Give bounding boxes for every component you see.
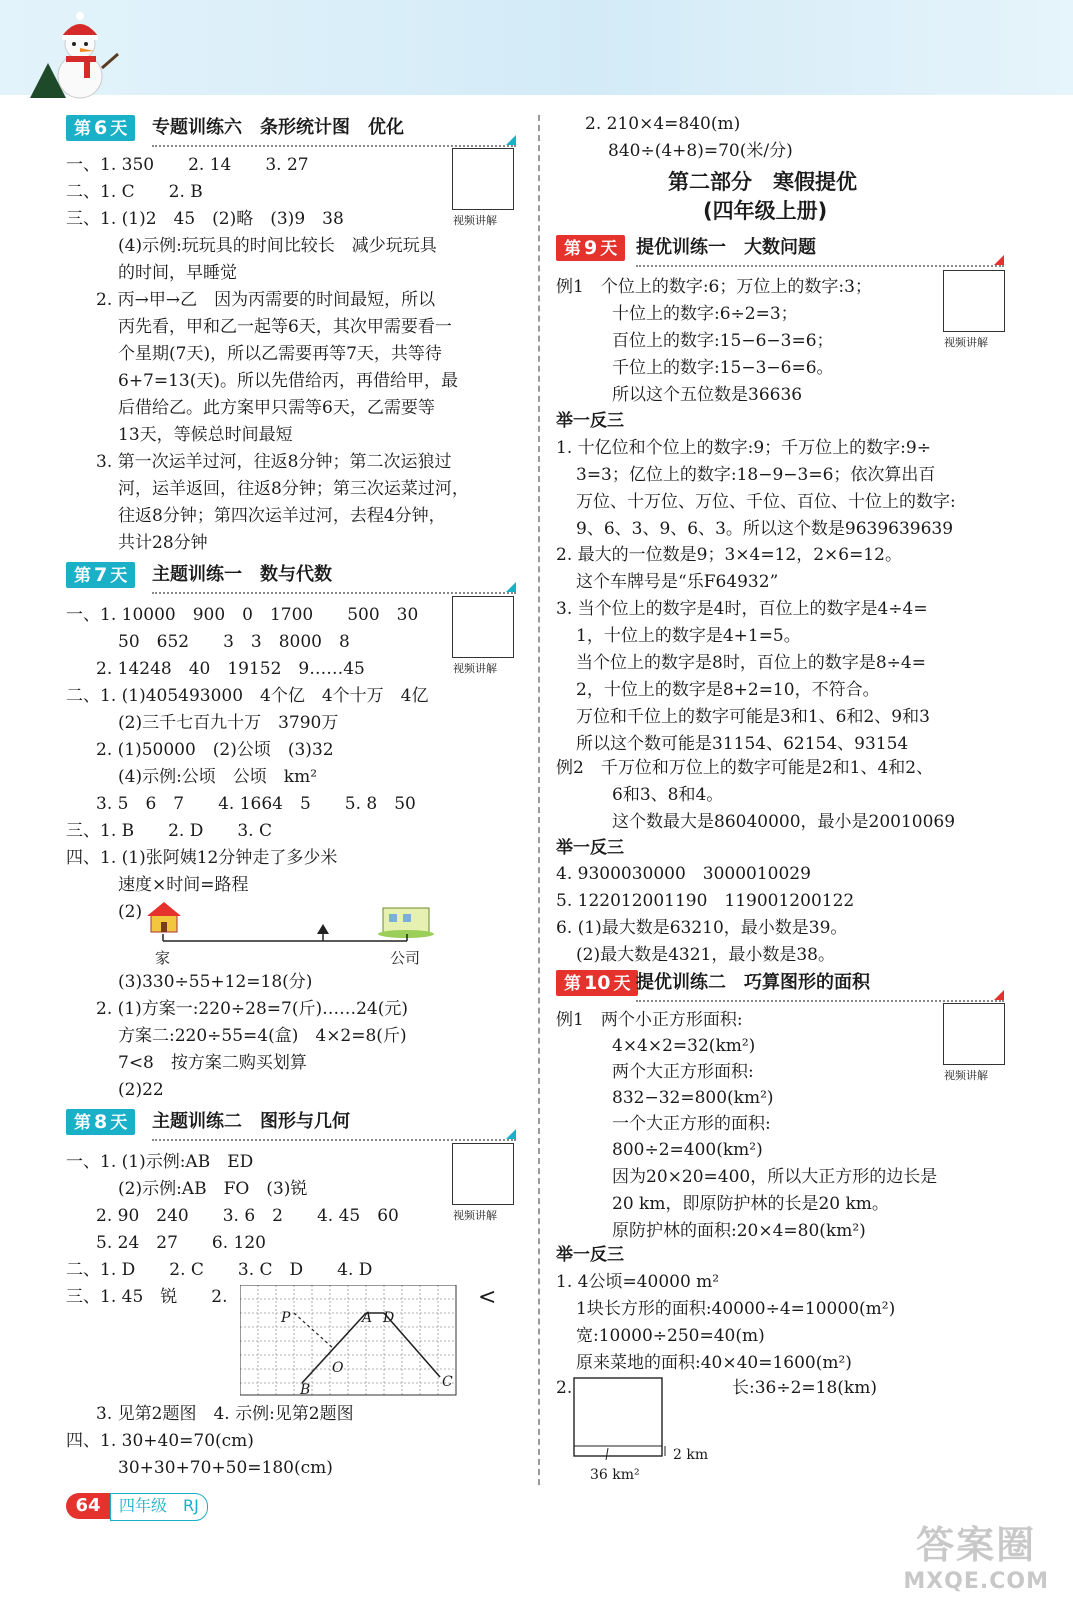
answer-line: 2，十位上的数字是8+2=10，不符合。 (576, 680, 880, 700)
section-title: 主题训练一 数与代数 (152, 564, 332, 585)
answer-line: 三、1. (1)2 45 (2)略 (3)9 38 (66, 209, 344, 229)
answer-line: 十位上的数字:6÷2=3； (612, 304, 798, 324)
answer-line: 原来菜地的面积:40×40=1600(m²) (576, 1353, 852, 1373)
answer-line: 50 652 3 3 8000 8 (118, 632, 350, 652)
answer-line: (2)22 (118, 1080, 164, 1100)
answer-line: 三、1. 45 锐 2. (66, 1287, 228, 1307)
answer-line: 13天，等候总时间最短 (118, 425, 293, 445)
answer-line: (4)示例:玩玩具的时间比较长 减少玩玩具 (118, 236, 437, 256)
answer-line: 二、1. C 2. B (66, 182, 203, 202)
geometry-grid (240, 1285, 458, 1397)
answer-line: 20 km，即原防护林的长是20 km。 (612, 1194, 889, 1214)
watermark: 答案圈 MXQE.COM (903, 1523, 1049, 1594)
answer-line: 1. 4公顷=40000 m² (556, 1272, 720, 1292)
answer-line: 长:36÷2=18(km) (732, 1378, 877, 1398)
day-badge: 第 9 天 (556, 235, 625, 261)
qr-code-icon[interactable] (452, 148, 514, 210)
answer-line: 2. 14248 40 19152 9……45 (96, 659, 365, 679)
page-number: 64 (66, 1493, 110, 1519)
answer-line: 一、1. 350 2. 14 3. 27 (66, 155, 309, 175)
column-divider (538, 115, 540, 1485)
header-band (0, 0, 1073, 95)
answer-line: 原防护林的面积:20×4=80(km²) (612, 1221, 866, 1241)
answer-line: 一个大正方形的面积: (612, 1114, 771, 1134)
answer-line: 例1 两个小正方形面积: (556, 1010, 743, 1030)
section-title: 主题训练二 图形与几何 (152, 1111, 350, 1132)
answer-line: 万位、十万位、万位、千位、百位、十位上的数字: (576, 492, 956, 512)
answer-line: 一、1. (1)示例:AB ED (66, 1152, 254, 1172)
qr-caption: 视频讲解 (944, 336, 988, 349)
qr-code-icon[interactable] (943, 270, 1005, 332)
map-label-company: 公司 (390, 949, 421, 967)
answer-line: 四、1. 30+40=70(cm) (66, 1431, 254, 1451)
geo-label-p: P (281, 1310, 291, 1326)
geo-label-b: B (300, 1382, 311, 1398)
answer-line: 往返8分钟；第四次运羊过河，去程4分钟， (118, 506, 446, 526)
geo-label-a: A (362, 1310, 373, 1326)
geo-label-c: C (442, 1374, 453, 1390)
answer-line: 3. 当个位上的数字是4时，百位上的数字是4÷4= (556, 599, 928, 619)
answer-line: 6. (1)最大数是63210，最小数是39。 (556, 918, 848, 938)
answer-line: 方案二:220÷55=4(盒) 4×2=8(斤) (118, 1026, 407, 1046)
answer-line: 2. 最大的一位数是9；3×4=12，2×6=12。 (556, 545, 902, 565)
answer-line: 共计28分钟 (118, 533, 208, 553)
section-title: 提优训练二 巧算图形的面积 (636, 972, 870, 993)
answer-line: 千位上的数字:15−3−6=6。 (612, 358, 834, 378)
answer-line: (2)示例:AB FO (3)锐 (118, 1179, 308, 1199)
answer-line: 6和3、8和4。 (612, 785, 724, 805)
answer-line: 例1 个位上的数字:6；万位上的数字:3； (556, 277, 872, 297)
answer-line: 2. (1)50000 (2)公顷 (3)32 (96, 740, 334, 760)
rectangle-diagram (572, 1376, 672, 1460)
answer-line: 两个大正方形面积: (612, 1062, 754, 1082)
grade-label: 四年级 RJ (110, 1493, 208, 1521)
answer-line: 1块长方形的面积:40000÷4=10000(m²) (576, 1299, 896, 1319)
qr-caption: 视频讲解 (453, 1209, 497, 1222)
map-label-home: 家 (155, 949, 171, 967)
subheading: 举一反三 (556, 411, 624, 431)
answer-line: 3. 第一次运羊过河，往返8分钟；第二次运狼过 (96, 452, 452, 472)
answer-line: 二、1. D 2. C 3. C D 4. D (66, 1260, 373, 1280)
section-day9-header (556, 235, 1004, 265)
answer-line: 一、1. 10000 900 0 1700 500 30 (66, 605, 419, 625)
answer-line: 2. (1)方案一:220÷28=7(斤)……24(元) (96, 999, 408, 1019)
answer-line: 个星期(7天)，所以乙需要再等7天，共等待 (118, 344, 442, 364)
section-day10-header (556, 970, 1004, 1000)
answer-line: 3. 5 6 7 4. 1664 5 5. 8 50 (96, 794, 416, 814)
company-icon (378, 908, 434, 938)
day-badge: 第 7 天 (66, 562, 135, 588)
answer-line: 832−32=800(km²) (612, 1088, 774, 1108)
answer-line: 800÷2=400(km²) (612, 1140, 763, 1160)
section-day8-header (66, 1109, 516, 1139)
answer-line: (3)330÷55+12=18(分) (118, 972, 313, 992)
geo-label-o: O (332, 1360, 344, 1376)
answer-line: 3. 见第2题图 4. 示例:见第2题图 (96, 1404, 354, 1424)
answer-line: 4. 9300030000 3000010029 (556, 864, 811, 884)
answer-line: 当个位上的数字是8时，百位上的数字是8÷4= (576, 653, 926, 673)
answer-line: 9、6、3、9、6、3。所以这个数是9639639639 (576, 519, 954, 539)
answer-line: 三、1. B 2. D 3. C (66, 821, 273, 841)
answer-line: 所以这个数可能是31154、62154、93154 (576, 734, 909, 754)
qr-code-icon[interactable] (943, 1003, 1005, 1065)
answer-line: (4)示例:公顷 公顷 km² (118, 767, 318, 787)
subheading: 举一反三 (556, 838, 624, 858)
answer-line: 4×4×2=32(km²) (612, 1036, 756, 1056)
answer-line: (2)最大数是4321，最小数是38。 (576, 945, 835, 965)
section-title: 专题训练六 条形统计图 优化 (152, 117, 404, 138)
dimension-label: 2 km (673, 1447, 709, 1463)
answer-line: 后借给乙。此方案甲只需等6天，乙需要等 (118, 398, 435, 418)
answer-line: 5. 24 27 6. 120 (96, 1233, 266, 1253)
answer-line: 丙先看，甲和乙一起等6天，其次甲需要看一 (118, 317, 452, 337)
answer-line: 2. 210×4=840(m) (585, 114, 741, 134)
answer-line: 840÷(4+8)=70(米/分) (608, 141, 793, 161)
answer-line: 1. 十亿位和个位上的数字:9；千万位上的数字:9÷ (556, 438, 931, 458)
answer-line: 例2 千万位和万位上的数字可能是2和1、4和2、 (556, 758, 934, 778)
geo-label-d: D (383, 1310, 395, 1326)
answer-line: (2)三千七百九十万 3790万 (118, 713, 339, 733)
day-badge: 第 8 天 (66, 1109, 135, 1135)
section-title: 提优训练一 大数问题 (636, 237, 816, 258)
snowman-icon (18, 8, 123, 103)
house-icon (147, 902, 181, 932)
section-day7-header (66, 562, 516, 592)
answer-line: 速度×时间=路程 (118, 875, 249, 895)
answer-line: 宽:10000÷250=40(m) (576, 1326, 765, 1346)
angle-sign: < (478, 1285, 497, 1310)
day-badge: 第 6 天 (66, 115, 135, 141)
answer-line: 二、1. (1)405493000 4个亿 4个十万 4亿 (66, 686, 429, 706)
part-title: 第二部分 寒假提优 (668, 170, 857, 194)
answer-line: 6+7=13(天)。所以先借给丙，再借给甲，最 (118, 371, 459, 391)
qr-code-icon[interactable] (452, 1143, 514, 1205)
answer-line: 这个数最大是86040000，最小是20010069 (612, 812, 956, 832)
part-subtitle: (四年级上册) (703, 199, 828, 223)
answer-line: 这个车牌号是“乐F64932” (576, 572, 779, 592)
answer-line: 5. 122012001190 119001200122 (556, 891, 855, 911)
answer-line: 河，运羊返回，往返8分钟；第三次运菜过河， (118, 479, 469, 499)
qr-caption: 视频讲解 (453, 662, 497, 675)
answer-line: 30+30+70+50=180(cm) (118, 1458, 333, 1478)
answer-line: 四、1. (1)张阿姨12分钟走了多少米 (66, 848, 338, 868)
qr-code-icon[interactable] (452, 596, 514, 658)
answer-line: 万位和千位上的数字可能是3和1、6和2、9和3 (576, 707, 930, 727)
answer-line: 2. (556, 1378, 573, 1398)
answer-line: 百位上的数字:15−6−3=6； (612, 331, 834, 351)
answer-line: 3=3；亿位上的数字:18−9−3=6；依次算出百 (576, 465, 936, 485)
answer-line: 7<8 按方案二购买划算 (118, 1053, 307, 1073)
answer-line: 1，十位上的数字是4+1=5。 (576, 626, 801, 646)
section-day6-header (66, 115, 516, 145)
day-badge: 第 10 天 (556, 970, 638, 996)
qr-caption: 视频讲解 (453, 214, 497, 227)
answer-line: 的时间，早睡觉 (118, 263, 237, 283)
answer-line: (2) (118, 902, 143, 922)
answer-line: 2. 丙→甲→乙 因为丙需要的时间最短，所以 (96, 290, 436, 310)
answer-line: 2. 90 240 3. 6 2 4. 45 60 (96, 1206, 399, 1226)
qr-caption: 视频讲解 (944, 1069, 988, 1082)
answer-line: 因为20×20=400，所以大正方形的边长是 (612, 1167, 938, 1187)
dimension-label: 36 km² (590, 1467, 640, 1483)
answer-line: 所以这个五位数是36636 (612, 385, 803, 405)
subheading: 举一反三 (556, 1245, 624, 1265)
